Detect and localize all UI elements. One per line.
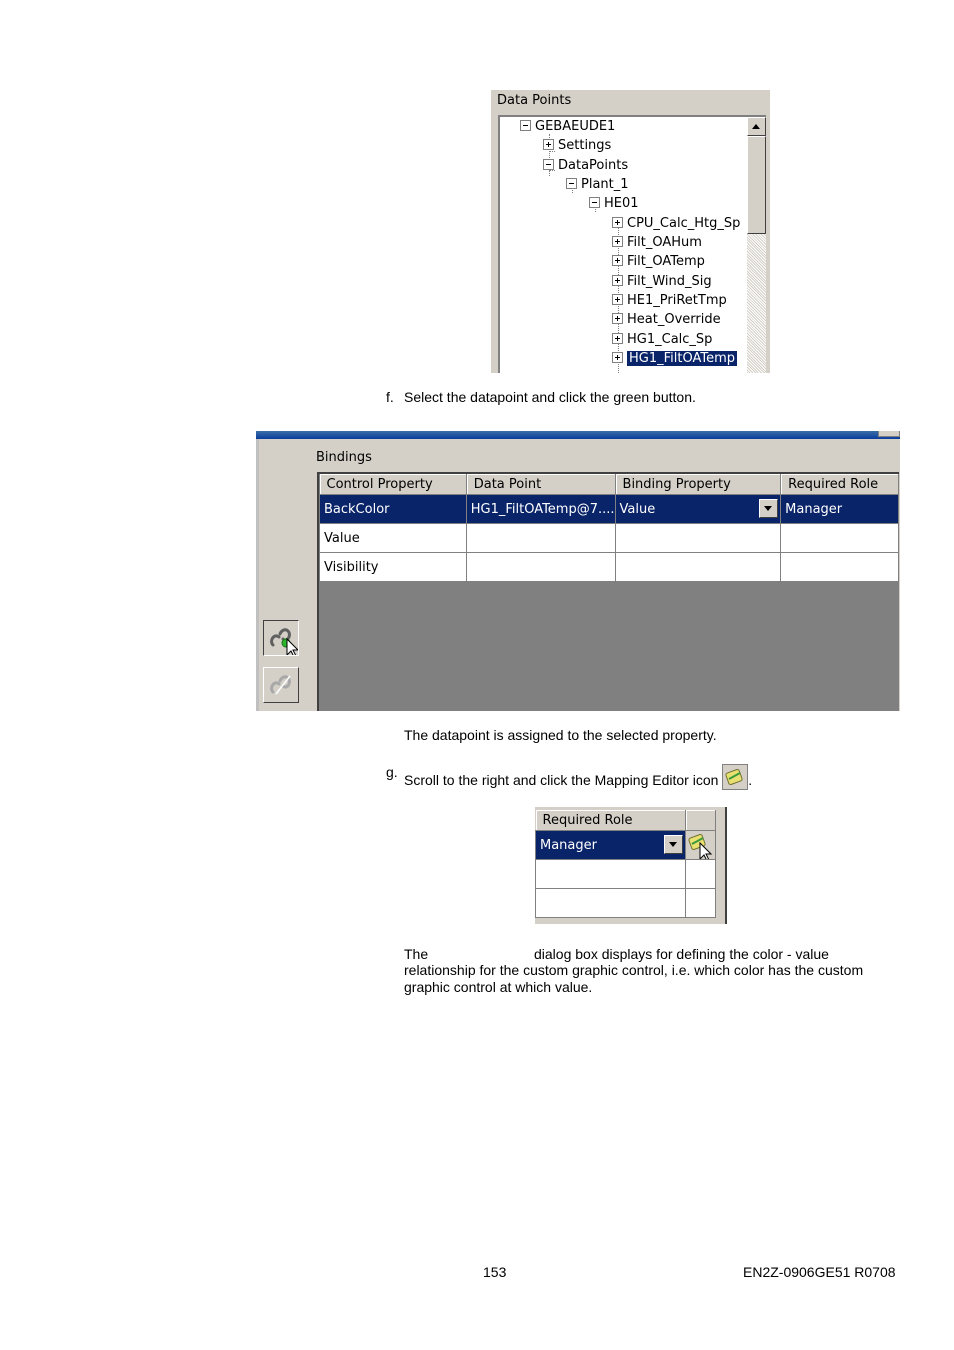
expand-icon[interactable]: [612, 333, 623, 344]
tree-node-filt-oahum[interactable]: Filt_OAHum: [612, 234, 702, 251]
cell-binding-property[interactable]: [615, 524, 781, 553]
dialog-text-line1: dialog box displays for defining the color - value: [534, 946, 829, 962]
collapse-icon[interactable]: [589, 197, 600, 208]
assigned-note: The datapoint is assigned to the selected property.: [404, 727, 717, 743]
selected-node-label: HG1_FiltOATemp: [629, 351, 736, 366]
cell-data-point[interactable]: [466, 553, 615, 582]
cell-binding-property[interactable]: [615, 553, 781, 582]
cell-mapping-editor[interactable]: [686, 889, 716, 918]
table-row[interactable]: [536, 889, 716, 918]
cell-required-role[interactable]: [781, 524, 899, 553]
cell-binding-property[interactable]: [615, 495, 781, 524]
data-points-panel: [491, 90, 770, 373]
cell-data-point[interactable]: HG1_FiltOATemp@7....: [466, 495, 615, 524]
column-header-mapping: [686, 810, 716, 831]
window-title-bar: [256, 431, 900, 439]
bindings-label: Bindings: [316, 450, 372, 465]
tree-node-plant-1[interactable]: Plant_1: [566, 176, 629, 193]
scroll-thumb[interactable]: [747, 136, 766, 234]
required-role-table: [535, 810, 716, 918]
step-f-marker: f.: [386, 389, 394, 405]
required-role-value: Manager: [540, 837, 597, 853]
binding-property-value: Value: [619, 501, 656, 517]
document-code: EN2Z-0906GE51 R0708: [743, 1264, 896, 1280]
column-header-required-role[interactable]: Required Role: [781, 474, 899, 495]
cell-control-property[interactable]: Value: [320, 524, 467, 553]
unbind-icon: [264, 668, 298, 702]
cell-mapping-editor[interactable]: [686, 831, 716, 860]
bind-button[interactable]: [263, 620, 299, 656]
bindings-table: [319, 474, 899, 582]
expand-icon[interactable]: [612, 313, 623, 324]
table-row[interactable]: [320, 553, 899, 582]
table-row[interactable]: [320, 495, 899, 524]
column-header-data-point[interactable]: Data Point: [466, 474, 615, 495]
cell-required-role[interactable]: Manager: [781, 495, 899, 524]
dialog-text-line2: relationship for the custom graphic control, i.e. which color has the custom: [404, 962, 864, 978]
cell-control-property[interactable]: Visibility: [320, 553, 467, 582]
cell-control-property[interactable]: BackColor: [320, 495, 467, 524]
column-header-control-property[interactable]: Control Property: [320, 474, 467, 495]
cell-required-role[interactable]: [536, 831, 686, 860]
tree-node-filt-oatemp[interactable]: Filt_OATemp: [612, 253, 705, 270]
mapping-editor-icon[interactable]: [687, 831, 715, 860]
collapse-icon[interactable]: [566, 178, 577, 189]
cell-mapping-editor[interactable]: [686, 860, 716, 889]
tree-node-he01[interactable]: HE01: [589, 195, 639, 212]
table-header-row: [320, 474, 899, 495]
collapse-icon[interactable]: [543, 159, 554, 170]
table-header-row: [536, 810, 716, 831]
table-row[interactable]: [320, 524, 899, 553]
expand-icon[interactable]: [612, 294, 623, 305]
tree-node-settings[interactable]: Settings: [543, 137, 611, 154]
expand-icon[interactable]: [612, 236, 623, 247]
window-control-button[interactable]: [878, 431, 900, 437]
page-number: 153: [483, 1264, 507, 1280]
bindings-panel: [256, 431, 900, 711]
chevron-down-icon[interactable]: [759, 499, 778, 518]
unbind-button[interactable]: [263, 667, 299, 703]
expand-icon[interactable]: [612, 217, 623, 228]
tree-node-cpu-calc-htg-sp[interactable]: CPU_Calc_Htg_Sp: [612, 215, 740, 232]
column-header-required-role[interactable]: Required Role: [536, 810, 686, 831]
tree-node-filt-wind-sig[interactable]: Filt_Wind_Sig: [612, 273, 712, 290]
bindings-grid: [317, 472, 899, 711]
mapping-editor-icon: [722, 764, 748, 790]
expand-icon[interactable]: [612, 255, 623, 266]
tree-node-heat-override[interactable]: Heat_Override: [612, 311, 721, 328]
cell-required-role[interactable]: [536, 860, 686, 889]
expand-icon[interactable]: [612, 275, 623, 286]
required-role-panel: [535, 807, 727, 924]
tree-node-gebaeude1[interactable]: GEBAEUDE1: [520, 118, 615, 135]
table-row[interactable]: [536, 860, 716, 889]
step-g-text: Scroll to the right and click the Mapping Editor icon: [404, 772, 719, 788]
scroll-up-arrow-icon[interactable]: [747, 117, 766, 136]
cell-required-role[interactable]: [781, 553, 899, 582]
data-points-title: Data Points: [497, 93, 572, 108]
expand-icon[interactable]: [612, 352, 623, 363]
data-points-tree[interactable]: [498, 115, 766, 373]
tree-node-he1-priret[interactable]: HE1_PriRetTmp: [612, 292, 727, 309]
tree-node-hg1-filtoatemp[interactable]: [612, 350, 737, 367]
step-g-marker: g.: [386, 764, 398, 780]
dialog-text-the: The: [404, 946, 429, 962]
collapse-icon[interactable]: [520, 120, 531, 131]
bind-icon: [264, 621, 298, 655]
cell-required-role[interactable]: [536, 889, 686, 918]
tree-node-hg1-calc-sp[interactable]: HG1_Calc_Sp: [612, 331, 712, 348]
expand-icon[interactable]: [543, 139, 554, 150]
panel-divider: [256, 439, 259, 711]
step-f-text: Select the datapoint and click the green button.: [404, 389, 696, 405]
cell-data-point[interactable]: [466, 524, 615, 553]
table-row[interactable]: [536, 831, 716, 860]
tree-node-datapoints[interactable]: DataPoints: [543, 157, 628, 174]
step-g-suffix: .: [748, 772, 753, 788]
dialog-text-line3: graphic control at which value.: [404, 979, 593, 995]
column-header-binding-property[interactable]: Binding Property: [615, 474, 781, 495]
step-g-line: [404, 764, 752, 790]
vertical-scrollbar[interactable]: [747, 117, 766, 373]
chevron-down-icon[interactable]: [664, 835, 683, 854]
